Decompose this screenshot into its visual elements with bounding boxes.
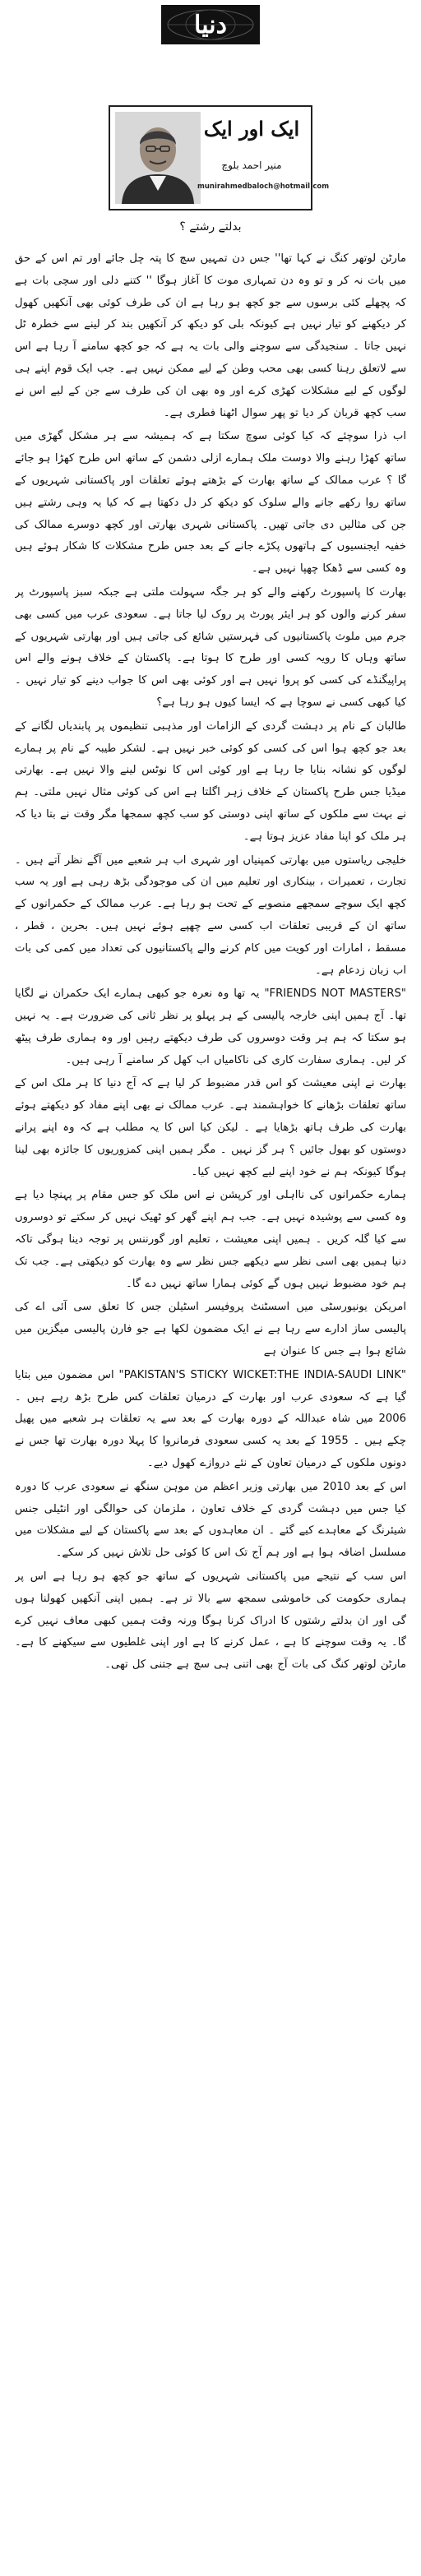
paragraph: بھارت نے اپنی معیشت کو اس قدر مضبوط کر لیا ہے کہ آج دنیا کا ہر ملک اس کے ساتھ تعلقات بڑھانے کا خواہشمند ہے۔ عرب ممالک نے بھی اپنے مفاد کو دیکھتے ہوئے بھارت کی طرف ہاتھ بڑھایا ہے ۔ لیکن کیا اس کا یہ مطلب ہے کہ وہ اپنے پرانے دوستوں کو بھول جائیں ؟ ہر گز نہیں ۔ مگر ہمیں اپنی کمزوریوں کا جائزہ بھی لینا ہوگا کیونکہ ہم نے خود اپنے لیے کچھ نہیں کیا۔: [15, 1077, 406, 1178]
column-header: [109, 105, 330, 210]
paragraph: بھارت کا پاسپورٹ رکھنے والے کو ہر جگہ سہولت ملتی ہے جبکہ سبز پاسپورٹ پر سفر کرنے والوں کو ہر ایئر پورٹ پر روک لیا جاتا ہے۔ سعودی عرب میں کسی بھی جرم میں ملوث پاکستانیوں کی فہرستیں شائع کی جاتی ہیں اور بھارتی شہریوں کے ساتھ وہاں کا رویہ کسی اور طرح کا ہوتا ہے۔ پاکستان کے خلاف ہونے والے اس پراپیگنڈے کی کسی کو پروا نہیں ہے اور کوئی بھی اس کا جواب دینے کو تیار نہیں ۔ کیا کبھی کسی نے سوچا ہے کہ ایسا کیوں ہو رہا ہے؟: [15, 585, 406, 709]
article-body: [15, 248, 406, 2567]
paragraph: امریکن یونیورسٹی میں اسسٹنٹ پروفیسر اسٹیلن جس کا تعلق سی آئی اے کی پالیسی ساز ادارے سے رہا ہے نے ایک مضمون لکھا ہے جو فارن پالیسی میگزین میں شائع ہوا ہے جس کا عنوان ہے: [15, 1301, 406, 1358]
author-photo: [115, 112, 201, 204]
newspaper-logo: [161, 5, 260, 44]
paragraph: مارٹن لوتھر کنگ نے کہا تھا'' جس دن تمہیں سچ کا پتہ چل جائے اور تم اس کے حق میں بات نہ کر و تو وہ دن تمہاری موت کا آغاز ہوگا '' کتنے دلی اور سچی بات ہے کہ پچھلے کئی برسوں سے جو کچھ ہو رہا ہے ان کی طرف کوئی بھی آنکھیں کھول کر دیکھنے کو تیار نہیں ہے کیونکہ بلی کو دیکھ کر آنکھیں بند کر لینے سے خطرہ ٹل نہیں جاتا ۔ سنجیدگی سے سوچنے والی بات یہ ہے کہ جو کچھ سامنے آ رہا ہے اس سے لاتعلق رہنا کسی بھی محب وطن کے لیے ممکن نہیں ہے۔ جب ایک قوم اپنے ہی لوگوں کے لیے مشکلات کھڑی کرے اور وہ بھی ان کی طرف سے جن کے لیے اس نے سب کچھ قربان کر دیا تو پھر سوال اٹھنا فطری ہے۔: [15, 252, 406, 419]
paragraph: طالبان کے نام پر دہشت گردی کے الزامات اور مذہبی تنظیموں پر پابندیاں لگانے کے بعد جو کچھ ہوا اس کی کسی کو کوئی خبر نہیں ہے۔ لشکر طیبہ کے نام پر ہمارے لوگوں کو نشانہ بنایا جا رہا ہے اور کوئی اس کا نوٹس لینے والا نہیں ہے۔ بھارتی میڈیا جس طرح پاکستان کے خلاف زہر اگلتا ہے اس کی کوئی مثال نہیں ملتی۔ ہم نے بہت سے ملکوں کے ساتھ اپنی دوستی کو سب کچھ سمجھا مگر وقت نے بتا دیا کہ ہر ملک کو اپنا مفاد عزیز ہوتا ہے۔: [15, 719, 406, 843]
paragraph: "FRIENDS NOT MASTERS" یہ تھا وہ نعرہ جو کبھی ہمارے ایک حکمران نے لگایا تھا۔ آج ہمیں اپنی خارجہ پالیسی کے ہر پہلو پر نظر ثانی کی ضرورت ہے۔ یہ نہیں ہو سکتا کہ ہم ہر وقت دوسروں کی طرف دیکھتے رہیں اور وہ ہماری طرف پیٹھ کر لیں۔ ہماری سفارت کاری کی ناکامیاں اب کھل کر سامنے آ رہی ہیں۔: [15, 987, 406, 1066]
column-title: ایک اور ایک: [203, 117, 300, 141]
paragraph: خلیجی ریاستوں میں بھارتی کمپنیاں اور شہری اب ہر شعبے میں آگے نظر آتے ہیں ۔ تجارت ، تعمیرات ، بینکاری اور تعلیم میں ان کی موجودگی بڑھ رہی ہے اور یہ سب کچھ ایک سوچے سمجھے منصوبے کے تحت ہو رہا ہے۔ عرب ممالک کے حکمرانوں کے ساتھ ان کے قریبی تعلقات اب کسی سے چھپے ہوئے نہیں ہیں۔ بحرین ، قطر ، مسقط ، امارات اور کویت میں کام کرنے والے پاکستانیوں کی تعداد میں کمی کی بات اب زبان زدعام ہے۔: [15, 853, 406, 977]
author-name: منیر احمد بلوچ: [221, 160, 282, 171]
paragraph: "PAKISTAN'S STICKY WICKET:THE INDIA-SAUDI LINK" اس مضمون میں بتایا گیا ہے کہ سعودی عرب اور بھارت کے درمیان تعلقات کس طرح بڑھ رہے ہیں ۔ 2006 میں شاہ عبداللہ کے دورہ بھارت کے بعد سے یہ تعلقات ہر شعبے میں پھیل چکے ہیں ۔ 1955 کے بعد یہ کسی سعودی فرمانروا کا پہلا دورہ بھارت تھا جس نے دونوں ملکوں کے درمیان تعاون کے نئے دروازے کھول دیے۔: [15, 1368, 406, 1470]
paragraph: اس کے بعد 2010 میں بھارتی وزیر اعظم من موہن سنگھ نے سعودی عرب کا دورہ کیا جس میں دہشت گردی کے خلاف تعاون ، ملزمان کی حوالگی اور انٹیلی جنس شیئرنگ کے معاہدے کیے گئے ۔ ان معاہدوں کے بعد سے پاکستان کے لیے مشکلات میں مسلسل اضافہ ہوا ہے اور ہم آج تک اس کا کوئی حل تلاش نہیں کر سکے۔: [15, 1480, 406, 1560]
paragraph: اس سب کے نتیجے میں پاکستانی شہریوں کے ساتھ جو کچھ ہو رہا ہے اس پر ہماری حکومت کی خاموشی سمجھ سے بالا تر ہے۔ ہمیں اپنی آنکھیں کھولنا ہوں گی اور ان بدلتے رشتوں کا ادراک کرنا ہوگا ورنہ وقت ہمیں کبھی معاف نہیں کرے گا۔ یہ وقت سوچنے کا ہے ، عمل کرنے کا ہے اور اپنی غلطیوں سے سیکھنے کا ہے۔ مارٹن لوتھر کنگ کی بات آج بھی اتنی ہی سچ ہے جتنی کل تھی۔: [15, 1570, 406, 1672]
author-email: munirahmedbaloch@hotmail.com: [197, 183, 330, 191]
paragraph: اب ذرا سوچئے کہ کیا کوئی سوچ سکتا ہے کہ ہمیشہ سے ہر مشکل گھڑی میں ساتھ کھڑا رہنے والا دوست ملک ہمارے ازلی دشمن کے ساتھ اس طرح کھڑا ہو جائے گا ؟ عرب ممالک کے ساتھ بھارت کے بڑھتے ہوئے تعلقات اور پاکستانی شہریوں کے ساتھ روا رکھے جانے والے سلوک کو دیکھ کر دل دکھتا ہے کہ کیا یہ وہی رشتے ہیں جن کی مثالیں دی جاتی تھیں۔ پاکستانی شہری بھارتی اور کچھ دوسرے ممالک کی خفیہ ایجنسیوں کے ہاتھوں پکڑے جانے کے بعد جس طرح مشکلات کا شکار ہوئے ہیں وہ کسی سے ڈھکا چھپا نہیں ہے۔: [15, 430, 406, 576]
author-portrait-icon: [115, 112, 201, 204]
logo-text: دنیا: [194, 10, 227, 39]
article-title: بدلتے رشتے ؟: [179, 220, 242, 234]
paragraph: ہمارے حکمرانوں کی نااہلی اور کرپشن نے اس ملک کو جس مقام پر پہنچا دیا ہے وہ کسی سے پوشیدہ نہیں ہے۔ جب ہم اپنے گھر کو ٹھیک نہیں کر سکتے تو دوسروں سے کیا گلہ کریں ۔ ہمیں اپنی معیشت ، تعلیم اور گورننس پر توجہ دینا ہوگی تاکہ دنیا ہمیں بھی اسی نظر سے دیکھے جس نظر سے وہ بھارت کو دیکھتی ہے۔ جب تک ہم خود مضبوط نہیں ہوں گے کوئی ہمارا ساتھ نہیں دے گا۔: [15, 1189, 406, 1290]
